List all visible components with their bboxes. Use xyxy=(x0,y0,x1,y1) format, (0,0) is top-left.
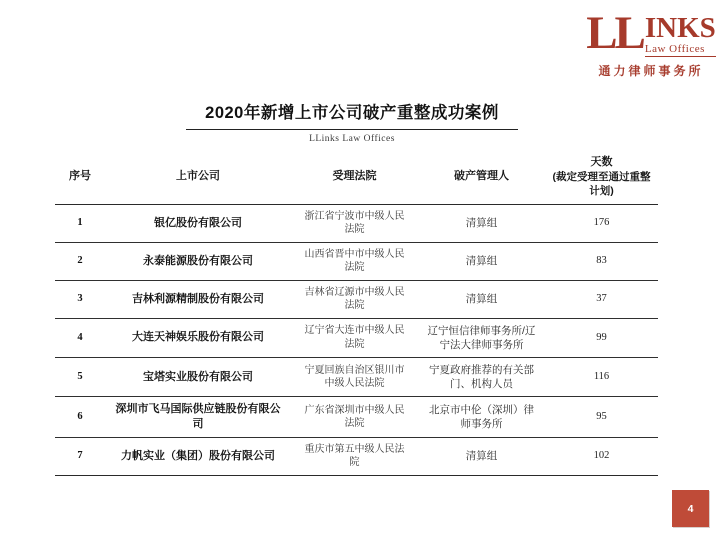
table-row xyxy=(55,204,658,242)
row-no: 2 xyxy=(55,242,105,280)
row-days: 176 xyxy=(545,204,658,242)
row-court: 广东省深圳市中级人民法院 xyxy=(291,397,418,438)
row-court: 山西省晋中市中级人民法院 xyxy=(291,242,418,280)
column-header-court: 受理法院 xyxy=(291,150,418,204)
row-days: 37 xyxy=(545,280,658,318)
row-company: 大连天神娱乐股份有限公司 xyxy=(105,318,291,357)
logo-law-offices-text: Law Offices xyxy=(645,43,716,57)
row-no: 4 xyxy=(55,318,105,357)
page-number-badge xyxy=(672,490,709,527)
page-subtitle: LLinks Law Offices xyxy=(309,134,395,144)
row-company: 永泰能源股份有限公司 xyxy=(105,242,291,280)
column-header-administrator: 破产管理人 xyxy=(418,150,545,204)
llinks-logo xyxy=(586,7,716,79)
row-company: 银亿股份有限公司 xyxy=(105,204,291,242)
row-no: 5 xyxy=(55,357,105,396)
cases-table xyxy=(55,150,658,476)
row-court: 辽宁省大连市中级人民法院 xyxy=(291,318,418,357)
row-court: 宁夏回族自治区银川市中级人民法院 xyxy=(291,357,418,396)
row-administrator: 宁夏政府推荐的有关部门、机构人员 xyxy=(418,357,545,396)
row-days: 95 xyxy=(545,397,658,438)
column-header-no: 序号 xyxy=(55,150,105,204)
row-no: 7 xyxy=(55,437,105,475)
column-header-days xyxy=(545,150,658,204)
row-administrator: 清算组 xyxy=(418,437,545,475)
row-no: 1 xyxy=(55,204,105,242)
row-court: 重庆市第五中级人民法院 xyxy=(291,437,418,475)
row-days: 83 xyxy=(545,242,658,280)
column-header-company: 上市公司 xyxy=(105,150,291,204)
row-no: 6 xyxy=(55,397,105,438)
row-court: 浙江省宁波市中级人民法院 xyxy=(291,204,418,242)
llinks-logo-wordmark xyxy=(586,7,716,59)
table-header-row xyxy=(55,150,658,204)
row-court: 吉林省辽源市中级人民法院 xyxy=(291,280,418,318)
table-row xyxy=(55,437,658,475)
table-row xyxy=(55,280,658,318)
row-company: 深圳市飞马国际供应链股份有限公司 xyxy=(105,397,291,438)
column-header-days-title: 天数 xyxy=(590,156,613,169)
row-administrator: 清算组 xyxy=(418,280,545,318)
row-company: 吉林利源精制股份有限公司 xyxy=(105,280,291,318)
table-row xyxy=(55,397,658,438)
row-administrator: 清算组 xyxy=(418,242,545,280)
row-days: 116 xyxy=(545,357,658,396)
column-header-days-subtitle: (裁定受理至通过重整计划) xyxy=(552,171,651,198)
table-row xyxy=(55,242,658,280)
table-row xyxy=(55,357,658,396)
row-administrator: 北京市中伦（深圳）律师事务所 xyxy=(418,397,545,438)
row-administrator: 辽宁恒信律师事务所/辽宁法大律师事务所 xyxy=(418,318,545,357)
row-company: 宝塔实业股份有限公司 xyxy=(105,357,291,396)
logo-ll-text: LL xyxy=(586,7,643,59)
row-administrator: 清算组 xyxy=(418,204,545,242)
logo-inks-text: INKS xyxy=(644,12,716,44)
row-days: 102 xyxy=(545,437,658,475)
row-no: 3 xyxy=(55,280,105,318)
row-days: 99 xyxy=(545,318,658,357)
title-block xyxy=(186,99,518,144)
page-title: 2020年新增上市公司破产重整成功案例 xyxy=(186,99,518,130)
page-number: 4 xyxy=(687,502,694,515)
row-company: 力帆实业（集团）股份有限公司 xyxy=(105,437,291,475)
table-row xyxy=(55,318,658,357)
logo-chinese-name: 通力律师事务所 xyxy=(598,63,704,78)
